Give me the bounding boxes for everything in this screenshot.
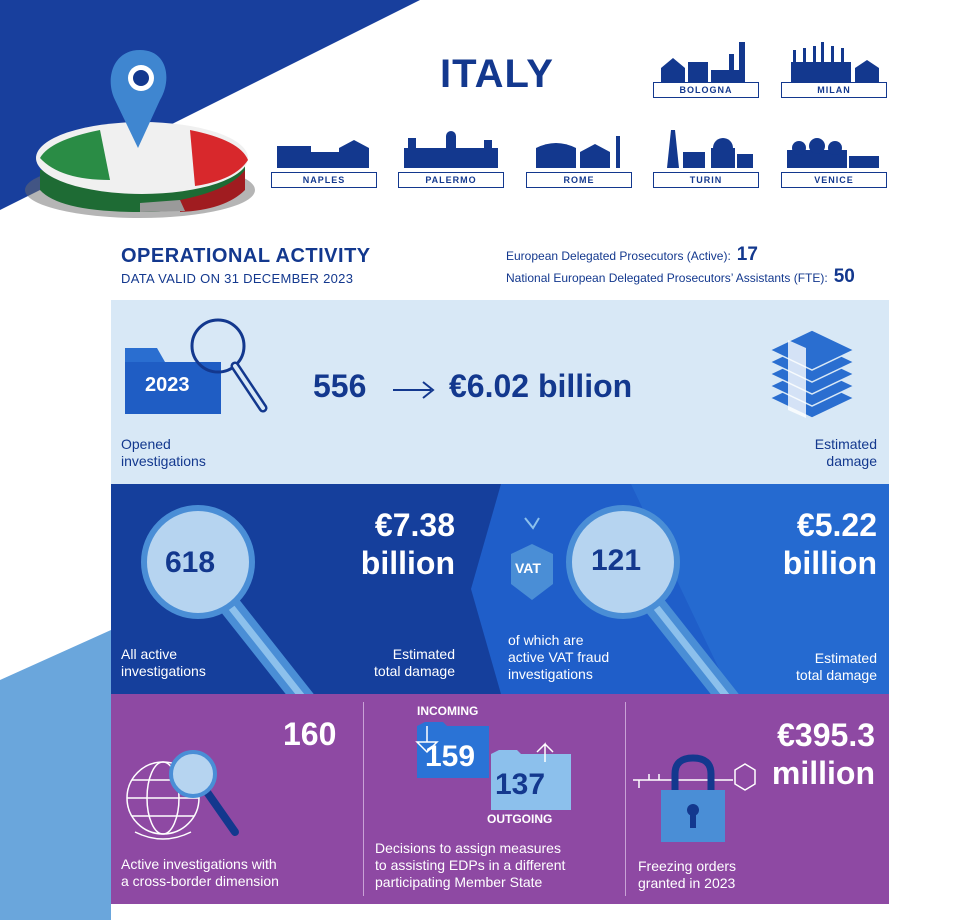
city-rome: ROME xyxy=(526,130,632,188)
freezing-label: Freezing orders granted in 2023 xyxy=(638,858,737,891)
data-valid-date: DATA VALID ON 31 DECEMBER 2023 xyxy=(121,271,354,286)
vat-count-label: of which are active VAT fraud investigations xyxy=(508,632,610,682)
money-stack-icon xyxy=(766,328,858,424)
edp-label: European Delegated Prosecutors (Active): xyxy=(506,249,731,263)
edp-value: 17 xyxy=(736,244,758,265)
outgoing-count: 137 xyxy=(495,768,546,801)
country-title: ITALY xyxy=(440,52,554,96)
vat-icon-text: VAT xyxy=(515,560,541,576)
vat-damage-label: Estimated total damage xyxy=(796,650,877,683)
cross-border-count: 160 xyxy=(283,716,337,752)
venice-skyline-icon xyxy=(781,130,887,172)
opened-count: 556 xyxy=(313,368,367,404)
opened-damage: €6.02 billion xyxy=(449,368,633,404)
city-bologna: BOLOGNA xyxy=(653,40,759,98)
city-palermo: PALERMO xyxy=(398,130,504,188)
naples-skyline-icon xyxy=(271,130,377,172)
city-naples: NAPLES xyxy=(271,130,377,188)
cross-border-label: Active investigations with a cross-border dimension xyxy=(121,856,279,889)
edp-row xyxy=(506,244,758,266)
incoming-count: 159 xyxy=(425,740,476,773)
cross-border-panel xyxy=(111,694,889,904)
active-count-label: All active investigations xyxy=(121,646,206,679)
active-count: 618 xyxy=(165,546,216,579)
padlock-icon xyxy=(631,754,761,846)
vat-damage: €5.22 billion xyxy=(782,507,877,581)
assign-label: Decisions to assign measures to assisting EDPs in a different participating Member State xyxy=(375,840,566,890)
vat-tag-icon xyxy=(507,514,557,604)
city-turin: TURIN xyxy=(653,130,759,188)
active-investigations-panel xyxy=(111,484,889,694)
assistants-label: National European Delegated Prosecutors’ Assistants (FTE): xyxy=(506,271,828,285)
incoming-label: INCOMING xyxy=(417,704,479,718)
opened-investigations-panel xyxy=(111,300,889,484)
rome-skyline-icon xyxy=(526,130,632,172)
palermo-skyline-icon xyxy=(398,130,504,172)
city-venice: VENICE xyxy=(781,130,887,188)
active-damage: €7.38 billion xyxy=(360,507,455,581)
italy-map-pin-icon xyxy=(20,40,260,220)
city-milan: MILAN xyxy=(781,40,887,98)
assistants-row xyxy=(506,266,855,288)
assistants-value: 50 xyxy=(833,266,855,287)
globe-magnifier-icon xyxy=(123,750,243,850)
divider-1 xyxy=(363,702,365,896)
outgoing-label: OUTGOING xyxy=(487,812,553,826)
freezing-amount: €395.3 million xyxy=(771,717,875,791)
opened-count-label: Opened investigations xyxy=(121,436,206,469)
divider-2 xyxy=(625,702,627,896)
operational-activity-title: OPERATIONAL ACTIVITY xyxy=(121,245,371,267)
turin-skyline-icon xyxy=(653,130,759,172)
folder-magnifier-icon xyxy=(123,316,273,426)
active-damage-label: Estimated total damage xyxy=(374,646,455,679)
folder-year: 2023 xyxy=(145,374,190,396)
vat-count: 121 xyxy=(591,544,642,577)
opened-damage-label: Estimated damage xyxy=(814,436,877,469)
arrow-right-icon xyxy=(391,378,437,402)
